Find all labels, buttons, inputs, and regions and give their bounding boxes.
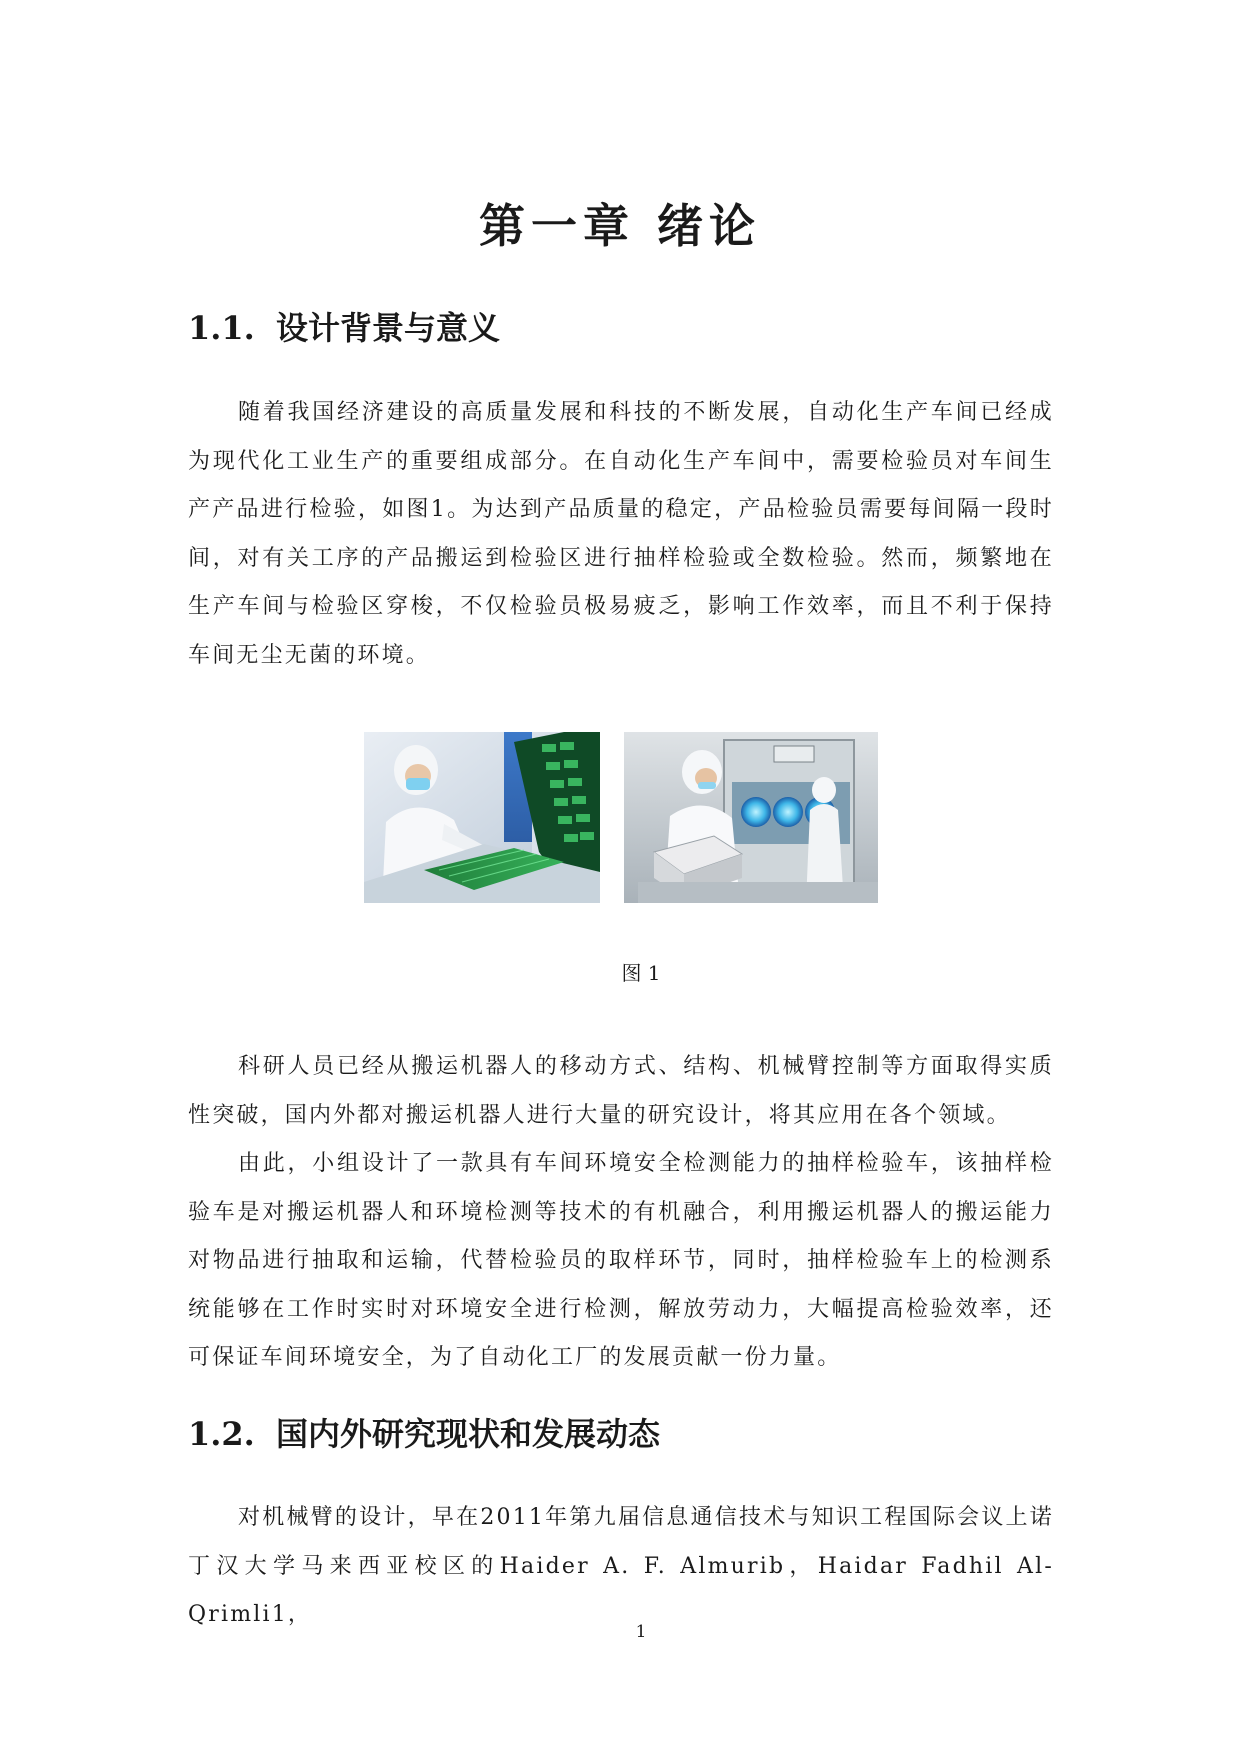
paragraph-design-purpose: 由此，小组设计了一款具有车间环境安全检测能力的抽样检验车，该抽样检验车是对搬运机器人和环境检测等技术的有机融合，利用搬运机器人的搬运能力对物品进行抽取和运输，代替检验员的取样环节，同时，抽样检验车上的检测系统能够在工作时实时对环境安全进行检测，解放劳动力，大幅提高检验效率，还可保证车间环境安全，为了自动化工厂的发展贡献一份力量。 [188,1151,1054,1370]
section-title: 国内外研究现状和发展动态 [276,1415,661,1453]
section-title: 设计背景与意义 [276,309,501,347]
section-heading-1-2 [188,1412,660,1456]
cleanroom-pcb-photo [364,732,600,903]
paragraph-background: 随着我国经济建设的高质量发展和科技的不断发展，自动化生产车间已经成为现代化工业生产的重要组成部分。在自动化生产车间中，需要检验员对车间生产产品进行检验，如图1。为达到产品质量的稳定，产品检验员需要每间隔一段时间，对有关工序的产品搬运到检验区进行抽样检验或全数检验。然而，频繁地在生产车间与检验区穿梭，不仅检验员极易疲乏，影响工作效率，而且不利于保持车间无尘无菌的环境。 [188,400,1054,668]
figure-caption: 图 1 [621,961,661,985]
figure-photo-lab-glovebox [624,732,878,903]
chapter-title: 第一章 绪论 [478,199,761,253]
figure-photo-cleanroom-pcb [364,732,600,903]
lab-glovebox-photo [624,732,878,903]
section-number: 1.2. [188,1415,255,1453]
section-heading-1-1 [188,306,500,350]
section-number: 1.1. [188,309,255,347]
paragraph-research-progress: 科研人员已经从搬运机器人的移动方式、结构、机械臂控制等方面取得实质性突破，国内外都对搬运机器人进行大量的研究设计，将其应用在各个领域。 [188,1054,1054,1128]
paragraph-robot-arm-research: 对机械臂的设计，早在2011年第九届信息通信技术与知识工程国际会议上诺丁汉大学马来西亚校区的Haider A. F. Almurib，Haidar Fadhil Al-Qrimli1， [188,1505,1054,1627]
page-number: 1 [635,1622,647,1642]
